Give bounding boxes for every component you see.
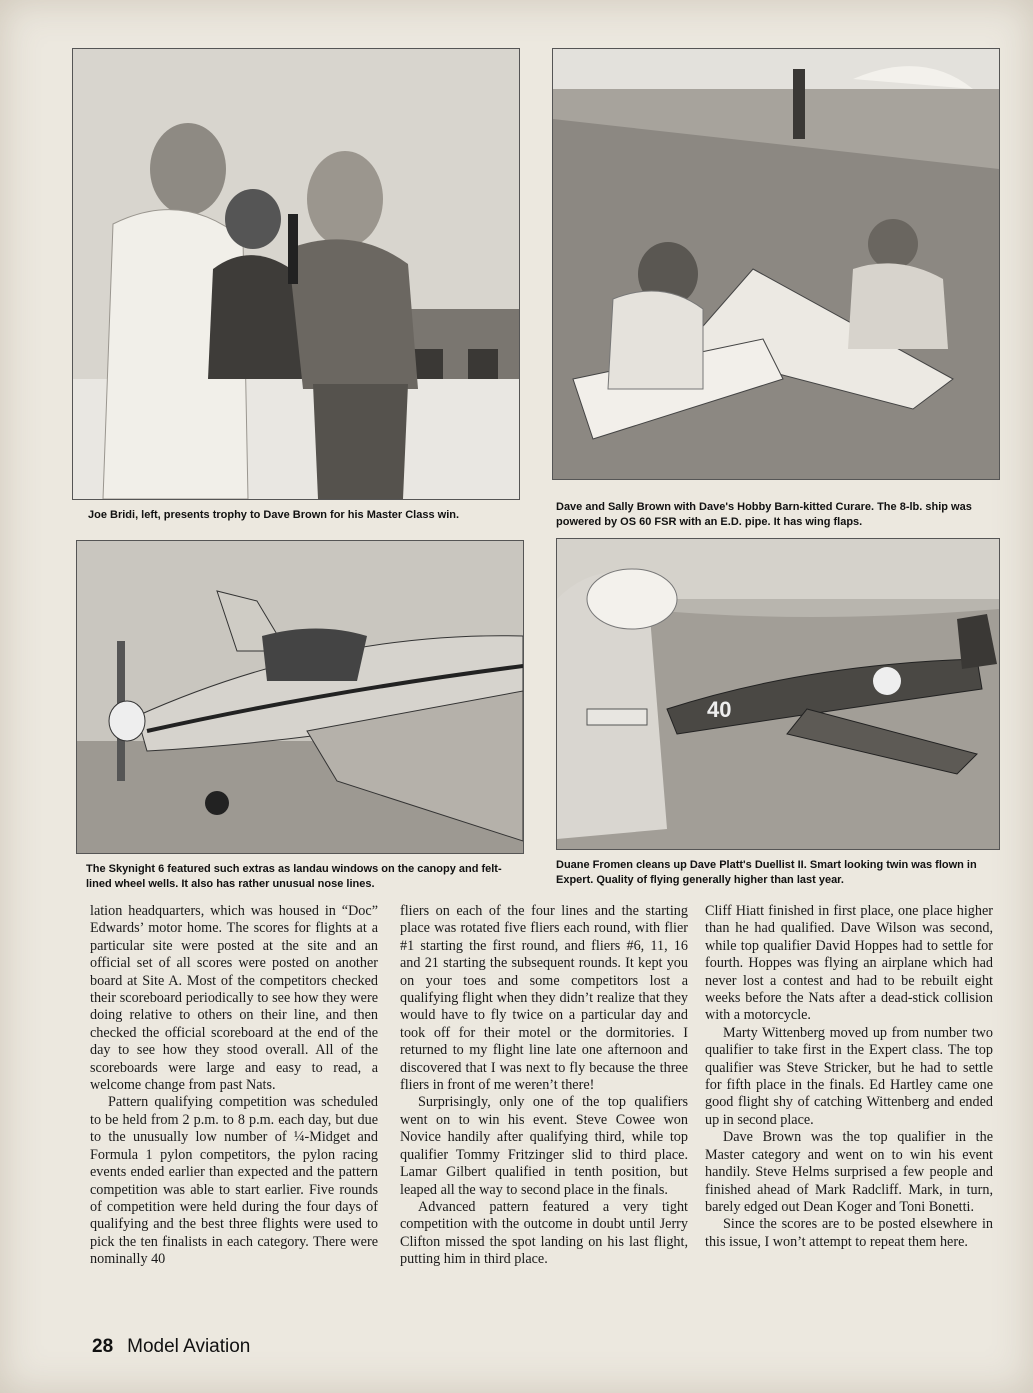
- column-1-paragraph-2: Pattern qualifying competition was scheduled to be held from 2 p.m. to 8 p.m. each day, but due to the unusually low number of ¼-Midget and Formula 1 pylon competitors, the pylon racing events ended earlier than expected and the pattern competition was able to start earlier. Five rounds of competition were held during the four days of qualifying and the best three flights were used to pick the ten finalists in each category. There were nominally 40: [90, 1094, 378, 1268]
- photo-duellist-illustration: [557, 539, 999, 849]
- photo-curare-illustration: [553, 49, 999, 479]
- column-2-paragraph-2: Surprisingly, only one of the top qualifiers went on to win his event. Steve Cowee won Novice handily after qualifying third, while top qualifier Tommy Fritzinger slid to third place. Lamar Gilbert qualified in tenth position, but leaped all the way to second place in the finals.: [400, 1094, 688, 1198]
- photo-skynight-airplane: [76, 540, 524, 854]
- column-2-paragraph-3: Advanced pattern featured a very tight competition with the outcome in doubt until Jerry Clifton missed the spot landing on his last flight, putting him in third place.: [400, 1198, 688, 1268]
- svg-text:40: 40: [707, 697, 732, 722]
- photo-skynight-illustration: [77, 541, 523, 853]
- page-footer: [92, 1336, 250, 1358]
- photo-curare-airplane: [552, 48, 1000, 480]
- column-3-paragraph-3: Dave Brown was the top qualifier in the Master category and went on to win his event handily. Steve Helms surprised a few people and finished ahead of Mark Radcliff. Mark, in turn, barely edged out Dean Koger and Toni Bonetti.: [705, 1129, 993, 1215]
- page-number: 28: [92, 1336, 114, 1357]
- photo-caption-1: Joe Bridi, left, presents trophy to Dave Brown for his Master Class win.: [88, 509, 460, 521]
- photo-caption-4: Duane Fromen cleans up Dave Platt's Duellist II. Smart looking twin was flown in Expert. Quality of flying generally higher than last year.: [556, 859, 977, 886]
- article-column-1: [90, 903, 378, 1269]
- column-3-paragraph-2: Marty Wittenberg moved up from number two qualifier to take first in the Expert class. The top qualifier was Steve Stricker, but he had to settle for fifth place in the finals. Ed Hartley came one good flight shy of catching Wittenberg and ended up in second place.: [705, 1024, 993, 1128]
- column-3-paragraph-4: Since the scores are to be posted elsewhere in this issue, I won’t attempt to repeat them here.: [705, 1216, 993, 1250]
- column-1-paragraph-1: lation headquarters, which was housed in “Doc” Edwards’ motor home. The scores for flights at a particular site were posted at the site and an official set of all scores were posted on another board at Site A. Most of the competitors checked their scoreboard periodically to see how they were doing relative to others on their line, and then checked the official scoreboard at the end of the day to see how they stood overall. All of the scoreboards were large and easy to read, a welcome change from past Nats.: [90, 903, 378, 1094]
- photo-trophy-illustration: [73, 49, 519, 499]
- column-2-paragraph-1: fliers on each of the four lines and the starting place was rotated five fliers each round, with flier #1 starting the first round, and fliers #6, 11, 16 and 21 starting the subsequent rounds. It kept you on your toes and some competitors lost a qualifying flight when they didn’t realize that they would have to fly twice on a particular day and took off for their motel or the dormitories. I returned to my flight line late one afternoon and discovered that I was next to fly because the three fliers in front of me weren’t there!: [400, 903, 688, 1094]
- article-column-2: [400, 903, 688, 1269]
- photo-duellist-airplane: [556, 538, 1000, 850]
- article-column-3: [705, 903, 993, 1251]
- photo-caption-3: The Skynight 6 featured such extras as landau windows on the canopy and felt-lined wheel wells. It also has rather unusual nose lines.: [86, 863, 502, 890]
- column-3-paragraph-1: Cliff Hiatt finished in first place, one place higher than he had qualified. Dave Wilson was second, while top qualifier David Hoppes had to settle for fourth. Hoppes was flying an airplane which had never lost a contest and had to be rebuilt eight weeks before the Nats after a dead-stick collision with a motorcycle.: [705, 903, 993, 1024]
- magazine-title: Model Aviation: [127, 1336, 251, 1357]
- photo-trophy-presentation: [72, 48, 520, 500]
- photo-caption-2: Dave and Sally Brown with Dave's Hobby Barn-kitted Curare. The 8-lb. ship was powered by OS 60 FSR with an E.D. pipe. It has wing flaps.: [556, 501, 972, 528]
